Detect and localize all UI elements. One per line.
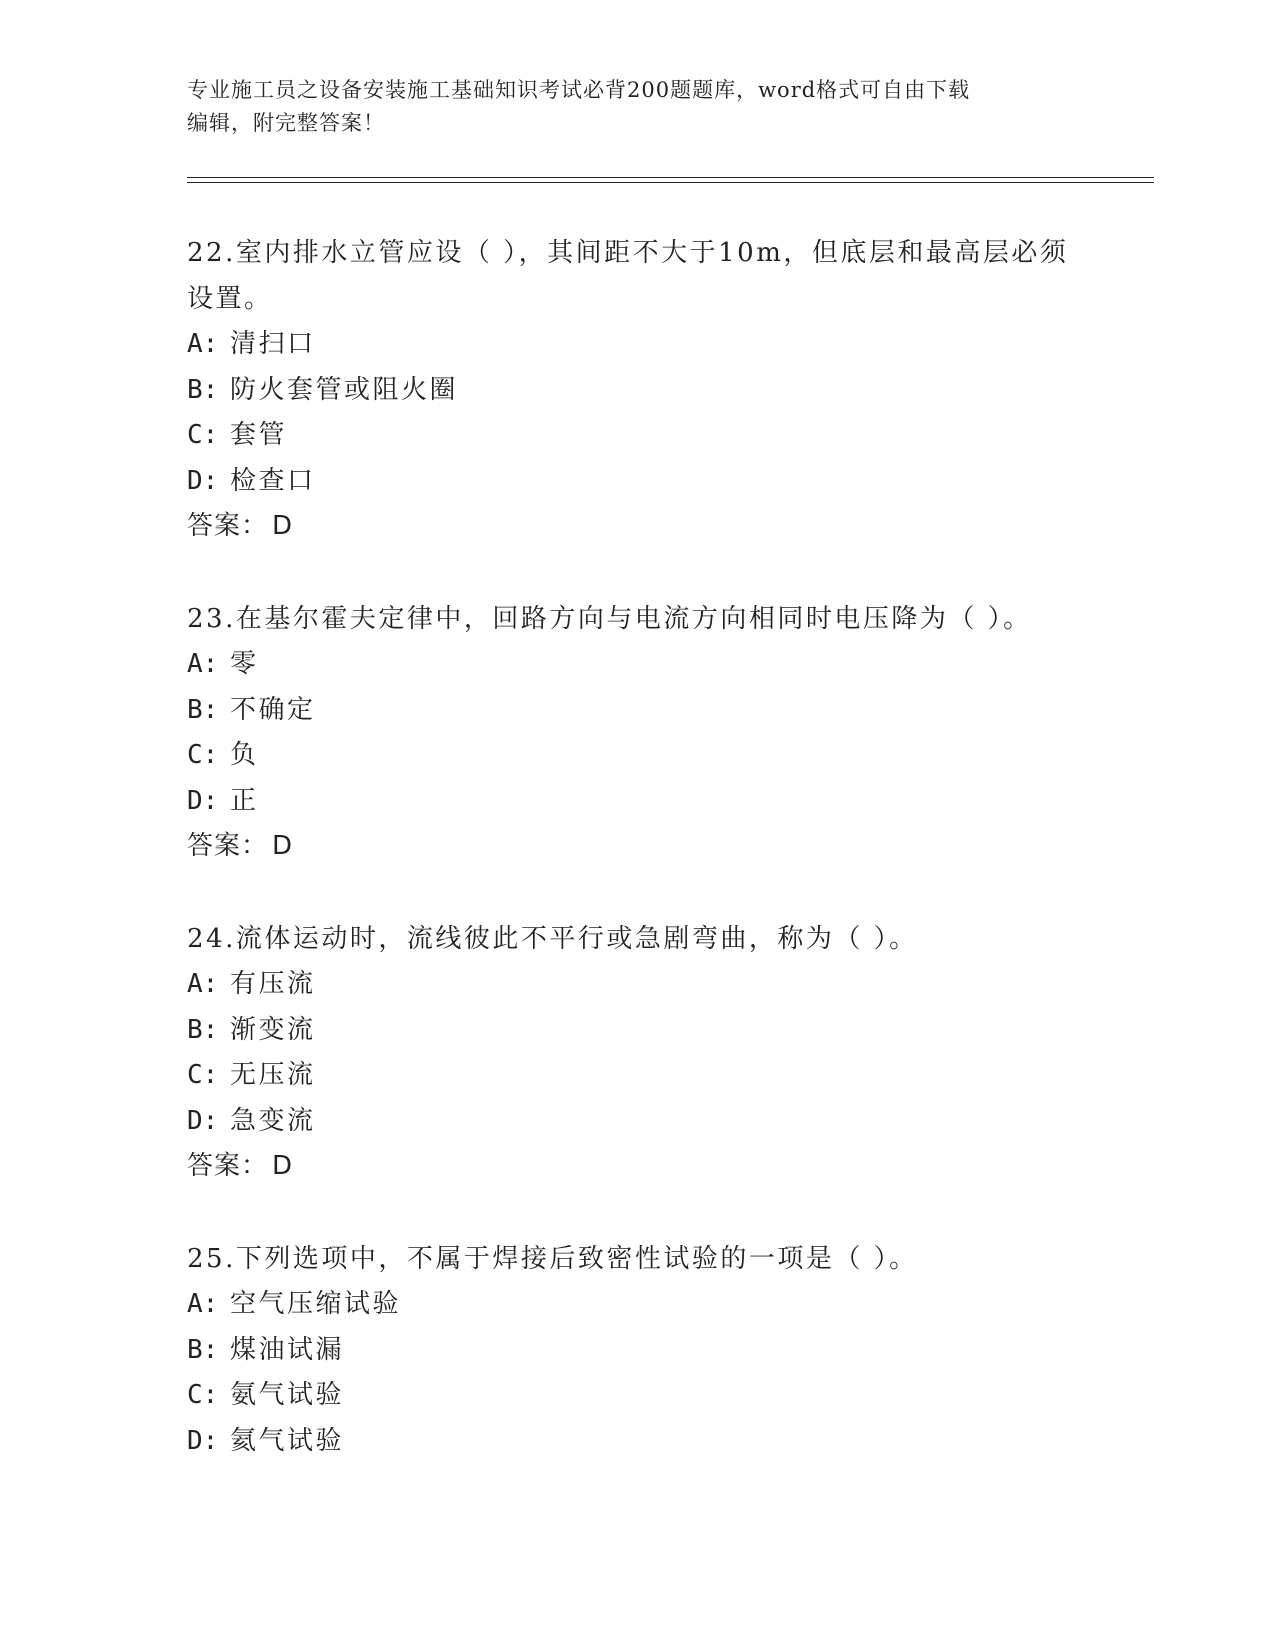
option-text: 套管	[230, 420, 288, 450]
option-b	[187, 1008, 1117, 1054]
header-divider-top	[187, 177, 1154, 178]
option-key: A:	[187, 649, 219, 679]
question-stem-line: 25.下列选项中，不属于焊接后致密性试验的一项是（ ）。	[187, 1244, 918, 1274]
option-key: C:	[187, 740, 219, 770]
answer-value: D	[272, 511, 294, 541]
question-stem-line: 23.在基尔霍夫定律中，回路方向与电流方向相同时电压降为（ ）。	[187, 604, 1032, 634]
question-stem-line: 22.室内排水立管应设（ ），其间距不大于10m，但底层和最高层必须	[187, 238, 1069, 268]
question-stem-line: 24.流体运动时，流线彼此不平行或急剧弯曲，称为（ ）。	[187, 924, 918, 954]
option-b	[187, 1328, 1117, 1374]
option-a	[187, 642, 1117, 688]
option-text: 检查口	[230, 465, 316, 496]
option-c	[187, 1373, 1117, 1419]
question-stem	[187, 916, 1117, 962]
option-key: C:	[187, 420, 219, 450]
question-stem	[187, 230, 1117, 322]
option-d	[187, 459, 1117, 505]
option-key: B:	[187, 1014, 219, 1045]
option-text: 清扫口	[230, 329, 316, 359]
option-key: B:	[187, 694, 219, 725]
question-23	[187, 596, 1117, 870]
option-b	[187, 688, 1117, 734]
option-text: 防火套管或阻火圈	[230, 374, 459, 405]
answer-value: D	[272, 831, 294, 861]
option-key: A:	[187, 1289, 219, 1319]
question-24	[187, 916, 1117, 1190]
question-stem	[187, 1236, 1117, 1282]
answer-label: 答案：	[187, 1151, 269, 1181]
option-key: D:	[187, 785, 219, 816]
option-c	[187, 1053, 1117, 1099]
option-a	[187, 1282, 1117, 1328]
option-text: 氦气试验	[230, 1425, 345, 1456]
option-text: 空气压缩试验	[230, 1289, 402, 1319]
option-key: D:	[187, 1105, 219, 1136]
option-text: 氨气试验	[230, 1380, 345, 1410]
option-key: C:	[187, 1060, 219, 1090]
header-line-2: 编辑，附完整答案！	[187, 111, 385, 135]
answer-label: 答案：	[187, 831, 269, 861]
option-d	[187, 1419, 1117, 1465]
option-text: 急变流	[230, 1105, 316, 1136]
option-key: B:	[187, 374, 219, 405]
option-d	[187, 779, 1117, 825]
option-text: 零	[230, 649, 259, 679]
option-text: 不确定	[230, 694, 316, 725]
option-text: 有压流	[230, 969, 316, 999]
question-22	[187, 230, 1117, 550]
option-c	[187, 413, 1117, 459]
option-key: D:	[187, 465, 219, 496]
answer	[187, 1144, 1117, 1190]
option-b	[187, 368, 1117, 414]
header-line-1: 专业施工员之设备安装施工基础知识考试必背200题题库，word格式可自由下载	[187, 78, 971, 102]
document-header	[187, 74, 1087, 140]
option-a	[187, 962, 1117, 1008]
option-key: A:	[187, 969, 219, 999]
option-key: D:	[187, 1425, 219, 1456]
question-25	[187, 1236, 1117, 1464]
option-a	[187, 322, 1117, 368]
answer-value: D	[272, 1151, 294, 1181]
option-text: 煤油试漏	[230, 1334, 345, 1365]
option-text: 正	[230, 785, 259, 816]
option-c	[187, 733, 1117, 779]
answer	[187, 824, 1117, 870]
option-key: A:	[187, 329, 219, 359]
question-stem-line: 设置。	[187, 284, 273, 314]
option-text: 负	[230, 740, 259, 770]
option-d	[187, 1099, 1117, 1145]
header-divider-bottom	[187, 182, 1154, 183]
option-key: C:	[187, 1380, 219, 1410]
option-key: B:	[187, 1334, 219, 1365]
answer	[187, 504, 1117, 550]
option-text: 无压流	[230, 1060, 316, 1090]
question-stem	[187, 596, 1117, 642]
answer-label: 答案：	[187, 511, 269, 541]
option-text: 渐变流	[230, 1014, 316, 1045]
